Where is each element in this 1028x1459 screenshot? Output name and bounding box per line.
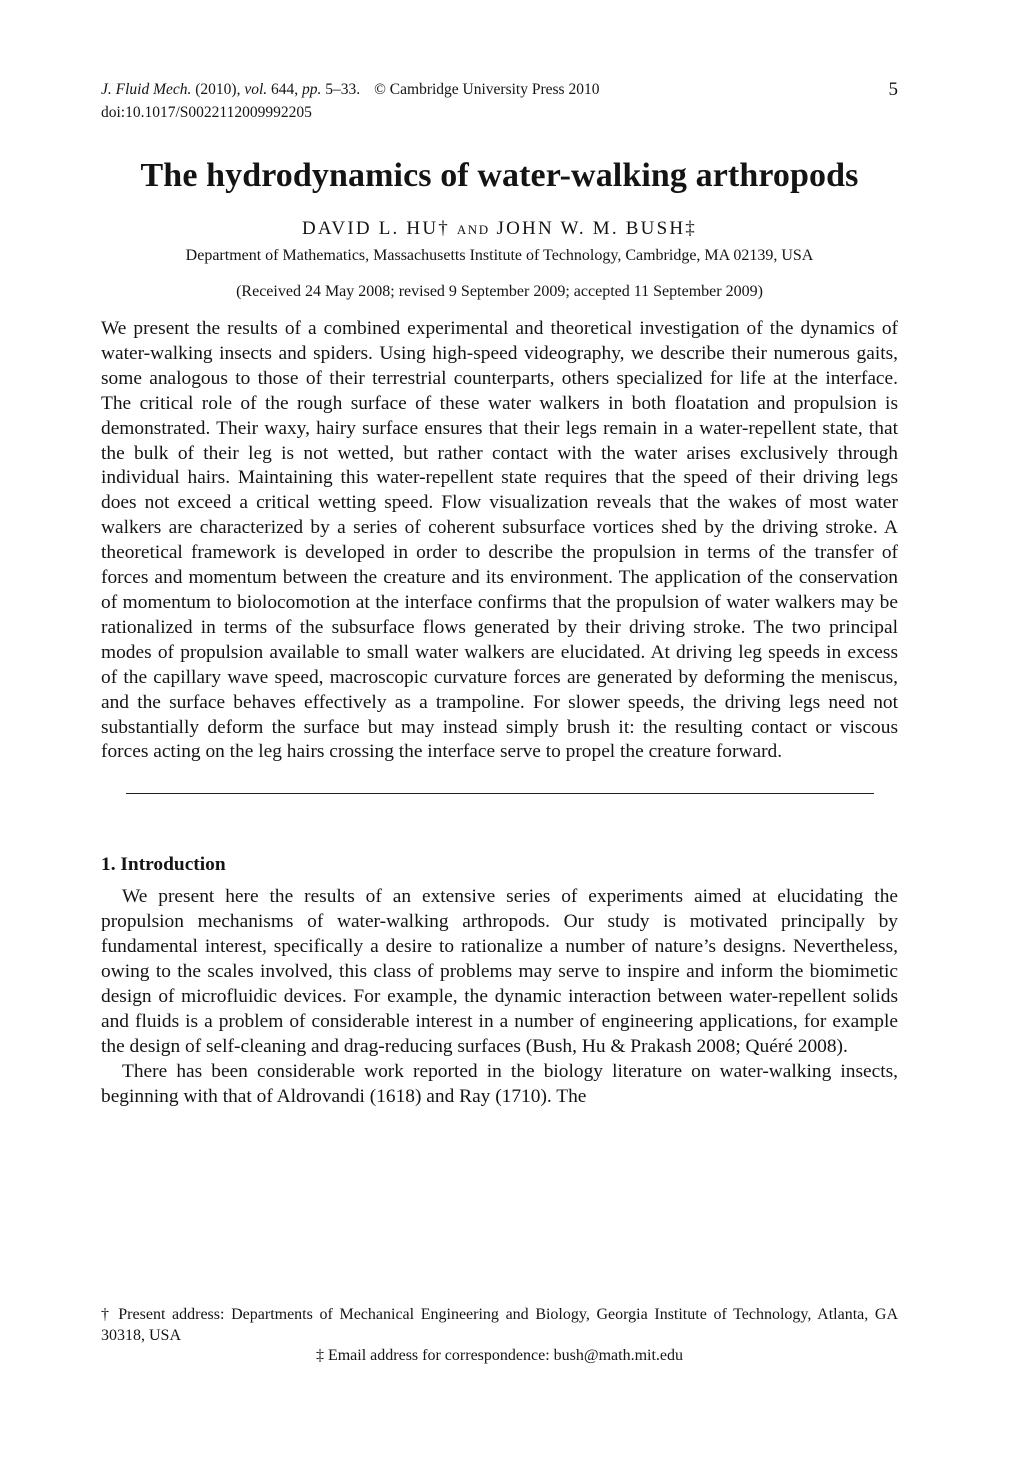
body-paragraph: We present here the results of an extensive series of experiments aimed at elucidating the propulsion mechanisms of water-walking arthropods. Our study is motivated principally by fundamental interest, specifically a desire to rationalize a number of nature’s designs. Nevertheless, owing to the scales involved, this class of problems may serve to inspire and inform the biomimetic design of microfluidic devices. For example, the dynamic interaction between water-repellent solids and fluids is a problem of considerable interest in a number of engineering applications, for example the design of self-cleaning and drag-reducing surfaces (Bush, Hu & Prakash 2008; Quéré 2008). (101, 886, 898, 1057)
footnote-present-address: † Present address: Departments of Mechanical Engineering and Biology, Georgia Institute of Technology, Atlanta, GA 30318, USA (101, 1306, 898, 1344)
volume-label: vol. (244, 81, 268, 98)
affiliation: Department of Mathematics, Massachusetts Institute of Technology, Cambridge, MA 02139, USA (185, 247, 814, 264)
doi: doi:10.1017/S0022112009992205 (101, 104, 312, 121)
journal-year: (2010), (195, 81, 241, 98)
page (101, 78, 898, 1109)
footnote-email: ‡ Email address for correspondence: bush@math.mit.edu (315, 1347, 684, 1364)
abstract-divider (126, 793, 874, 794)
received-dates: (Received 24 May 2008; revised 9 September 2009; accepted 11 September 2009) (236, 283, 763, 300)
copyright-notice: © Cambridge University Press 2010 (374, 81, 600, 98)
journal-citation (101, 78, 898, 101)
paper-title: The hydrodynamics of water-walking arthropods (140, 157, 859, 194)
journal-name: J. Fluid Mech. (101, 81, 192, 98)
pages-label: pp. (302, 81, 322, 98)
body-paragraph: There has been considerable work reported in the biology literature on water-walking insects, beginning with that of Aldrovandi (1618) and Ray (1710). The (101, 1060, 898, 1107)
abstract: We present the results of a combined experimental and theoretical investigation of the dynamics of water-walking insects and spiders. Using high-speed videography, we describe their numerous gaits, some analogous to those of their terrestrial counterparts, others specialized for life at the interface. The critical role of the rough surface of these water walkers in both floatation and propulsion is demonstrated. Their waxy, hairy surface ensures that their legs remain in a water-repellent state, that the bulk of their leg is not wetted, but rather contact with the water arises exclusively through individual hairs. Maintaining this water-repellent state requires that the speed of their driving legs does not exceed a critical wetting speed. Flow visualization reveals that the wakes of most water walkers are characterized by a series of coherent subsurface vortices shed by the driving stroke. A theoretical framework is developed in order to describe the propulsion in terms of the transfer of forces and momentum between the creature and its environment. The application of the conservation of momentum to biolocomotion at the interface confirms that the propulsion of water walkers may be rationalized in terms of the subsurface flows generated by their driving stroke. The two principal modes of propulsion available to small water walkers are elucidated. At driving leg speeds in excess of the capillary wave speed, macroscopic curvature forces are generated by deforming the meniscus, and the surface behaves effectively as a trampoline. For slower speeds, the driving legs need not substantially deform the surface but may instead simply brush it: the resulting contact or viscous forces acting on the leg hairs crossing the interface serve to propel the creature forward. (101, 318, 898, 763)
author-name: DAVID L. HU† (302, 218, 450, 239)
author-name: JOHN W. M. BUSH‡ (496, 218, 697, 239)
author-list (101, 217, 898, 242)
footnotes (101, 1305, 898, 1367)
section-heading: 1. Introduction (101, 854, 226, 876)
page-range: 5–33. (325, 81, 361, 98)
page-number: 5 (888, 79, 898, 100)
running-header (101, 78, 898, 126)
volume-number: 644, (271, 81, 299, 98)
author-conjunction: AND (456, 222, 490, 237)
